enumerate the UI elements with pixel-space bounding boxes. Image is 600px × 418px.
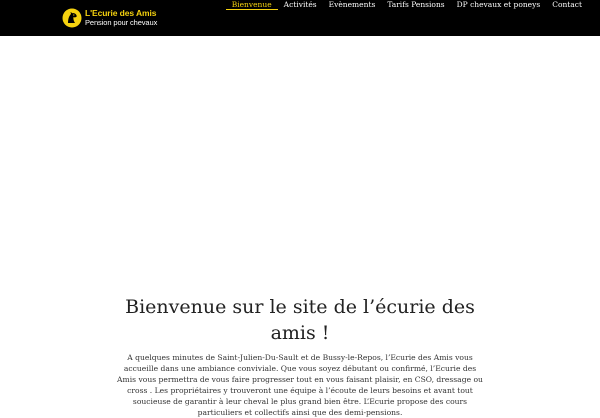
logo-tagline: Pension pour chevaux: [85, 18, 158, 27]
nav-item-tarifs-pensions[interactable]: Tarifs Pensions: [387, 0, 445, 9]
site-header: [0, 0, 600, 36]
nav-item-dp-chevaux-poneys[interactable]: DP chevaux et poneys: [456, 0, 541, 9]
hero-banner: [0, 36, 600, 288]
logo-name: L'Ecurie des Amis: [85, 8, 157, 18]
page-title: Bienvenue sur le site de l’écurie des amis !: [125, 296, 475, 344]
logo-text: [85, 8, 157, 28]
main-nav: [226, 0, 588, 10]
site-logo[interactable]: [62, 6, 157, 30]
horse-head-logo-icon: [62, 8, 82, 28]
nav-item-bienvenue[interactable]: Bienvenue: [226, 0, 278, 10]
nav-item-activites[interactable]: Activités: [283, 0, 317, 9]
nav-item-evenements[interactable]: Evènements: [328, 0, 376, 9]
nav-item-contact[interactable]: Contact: [552, 0, 582, 9]
intro-paragraph: A quelques minutes de Saint-Julien-Du-Sault et de Bussy-le-Repos, l’Ecurie des Amis vous accueille dans une ambiance conviviale. Que vous soyez débutant ou confirmé, l’Ecurie des Amis vous permettra de vous faire progresser tout en vous faisant plaisir, en CSO, dressage ou cross . Les propriétaires y trouveront une équipe à l’écoute de leurs besoins et avant tout soucieuse de garantir à leur cheval le plus grand bien être. L’Ecurie propose des cours particuliers et collectifs ainsi que des demi-pensions.: [117, 353, 483, 417]
